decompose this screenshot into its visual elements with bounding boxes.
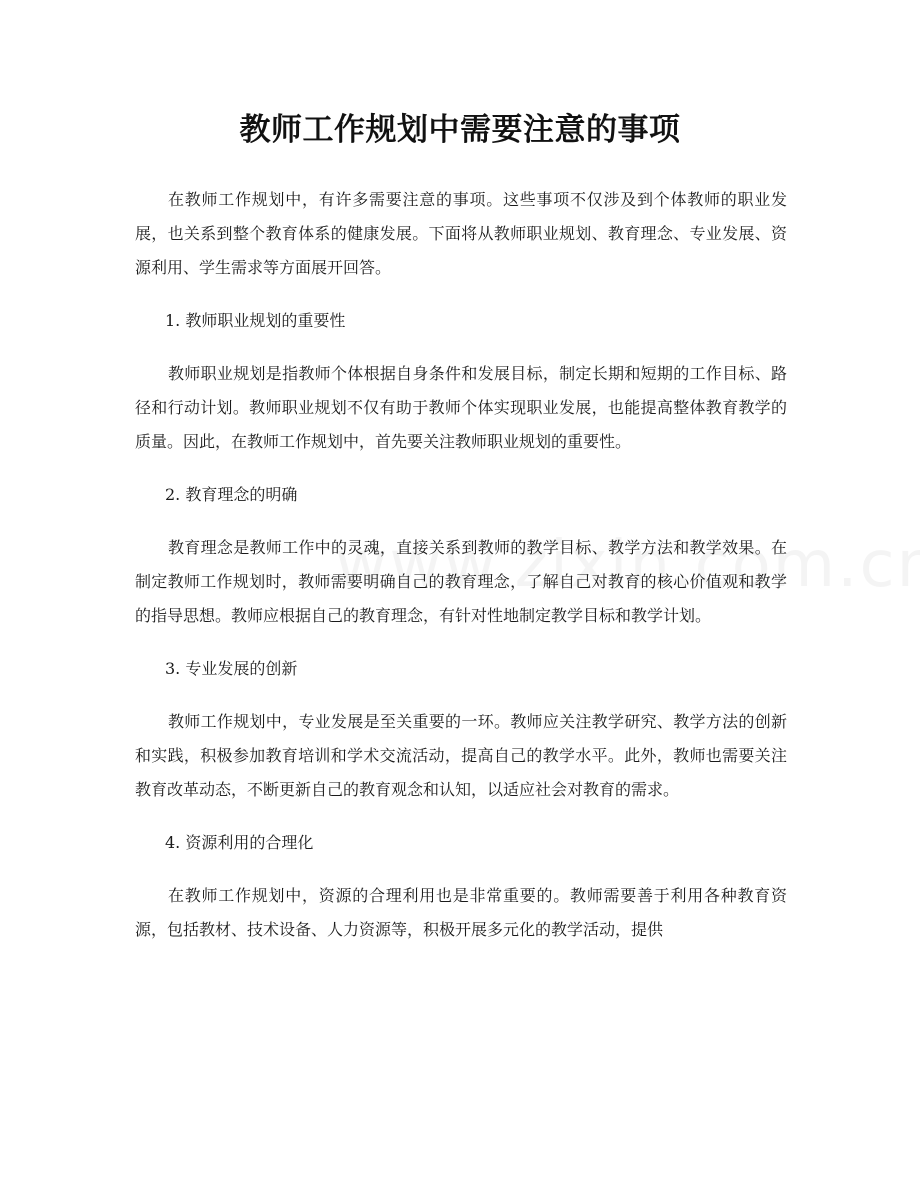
section-paragraph-4: 在教师工作规划中，资源的合理利用也是非常重要的。教师需要善于利用各种教育资源，包括教材、技术设备、人力资源等，积极开展多元化的教学活动，提供 bbox=[135, 886, 787, 939]
document-title: 教师工作规划中需要注意的事项 bbox=[239, 112, 681, 148]
section-paragraph-2: 教育理念是教师工作中的灵魂，直接关系到教师的教学目标、教学方法和教学效果。在制定教师工作规划时，教师需要明确自己的教育理念，了解自己对教育的核心价值观和教学的指导思想。教师应根据自己的教育理念，有针对性地制定教学目标和教学计划。 bbox=[135, 538, 787, 625]
section-heading-4: 4. 资源利用的合理化 bbox=[165, 833, 314, 852]
intro-paragraph: 在教师工作规划中，有许多需要注意的事项。这些事项不仅涉及到个体教师的职业发展，也关系到整个教育体系的健康发展。下面将从教师职业规划、教育理念、专业发展、资源利用、学生需求等方面展开回答。 bbox=[135, 190, 787, 277]
section-heading-3: 3. 专业发展的创新 bbox=[165, 659, 298, 678]
section-heading-1: 1. 教师职业规划的重要性 bbox=[165, 311, 346, 330]
section-heading-2: 2. 教育理念的明确 bbox=[165, 485, 298, 504]
document-body bbox=[135, 183, 787, 966]
section-paragraph-1: 教师职业规划是指教师个体根据自身条件和发展目标，制定长期和短期的工作目标、路径和行动计划。教师职业规划不仅有助于教师个体实现职业发展，也能提高整体教育教学的质量。因此，在教师工作规划中，首先要关注教师职业规划的重要性。 bbox=[135, 364, 787, 451]
section-paragraph-3: 教师工作规划中，专业发展是至关重要的一环。教师应关注教学研究、教学方法的创新和实践，积极参加教育培训和学术交流活动，提高自己的教学水平。此外，教师也需要关注教育改革动态，不断更新自己的教育观念和认知，以适应社会对教育的需求。 bbox=[135, 712, 787, 799]
